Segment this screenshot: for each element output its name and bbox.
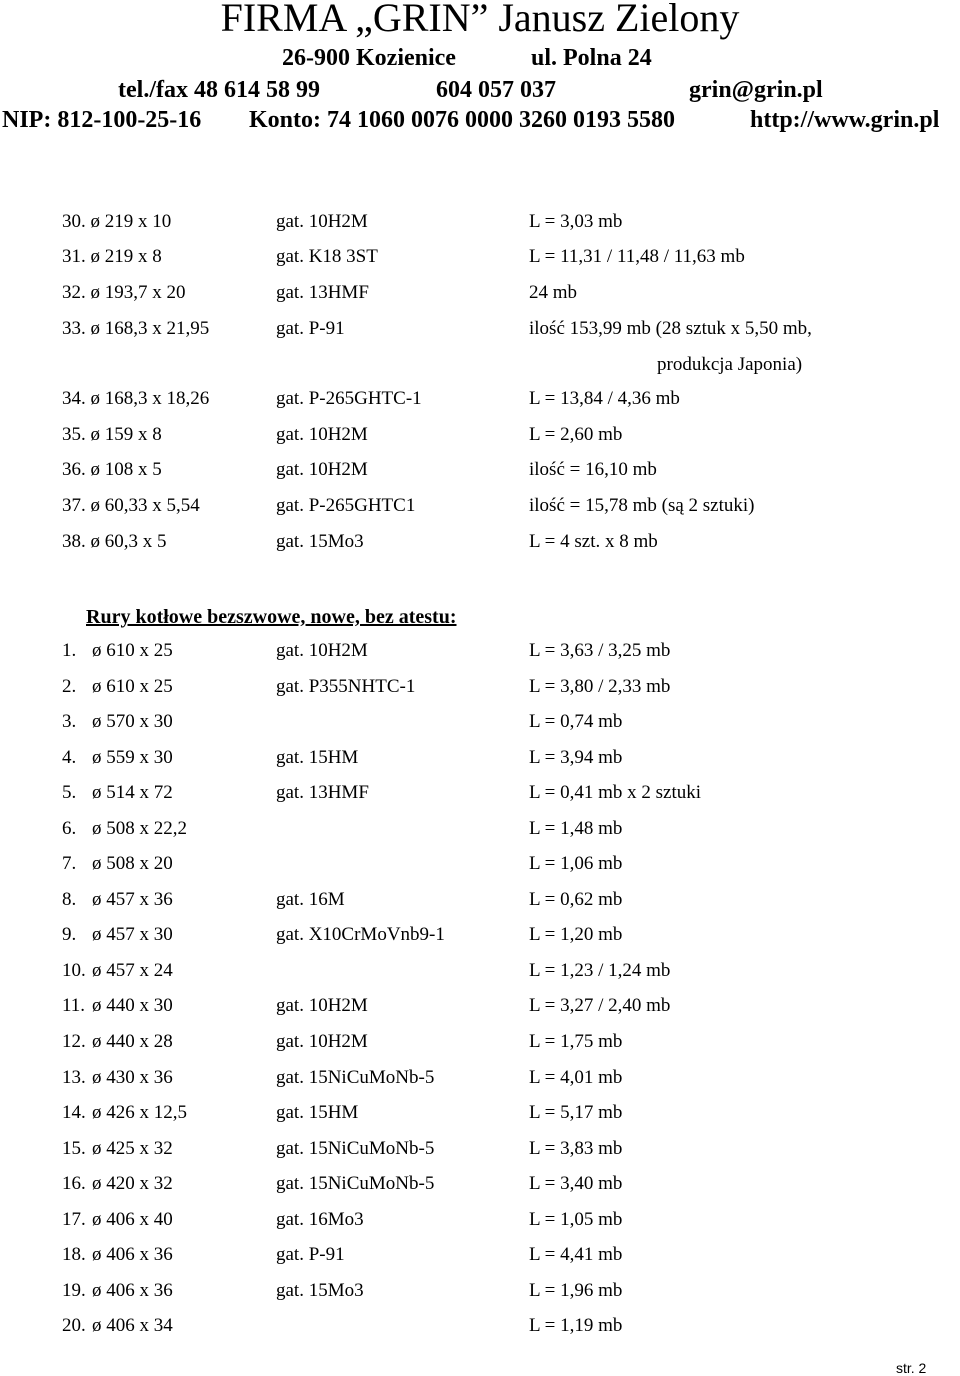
item-length-continuation: produkcja Japonia)	[657, 354, 803, 375]
item-dimension: 35. ø 159 x 8	[62, 424, 162, 445]
list-item	[0, 816, 960, 842]
list-item	[0, 887, 960, 913]
item-dimension: ø 508 x 20	[92, 853, 173, 874]
item-dimension: 31. ø 219 x 8	[62, 246, 162, 267]
item-length: L = 3,03 mb	[529, 211, 623, 232]
item-grade: gat. 16M	[276, 889, 345, 910]
item-grade: gat. 15NiCuMoNb-5	[276, 1138, 435, 1159]
item-dimension: ø 406 x 40	[92, 1209, 173, 1230]
list-item	[0, 1065, 960, 1091]
item-length: L = 1,06 mb	[529, 853, 623, 874]
item-number: 15.	[62, 1138, 86, 1159]
item-dimension: ø 406 x 36	[92, 1280, 173, 1301]
item-dimension: 32. ø 193,7 x 20	[62, 282, 186, 303]
section-title: Rury kotłowe bezszwowe, nowe, bez atestu:	[86, 606, 457, 628]
item-length: L = 3,83 mb	[529, 1138, 623, 1159]
list-item	[0, 316, 960, 342]
item-length: ilość = 15,78 mb (są 2 sztuki)	[529, 495, 755, 516]
item-dimension: ø 610 x 25	[92, 640, 173, 661]
item-dimension: ø 406 x 36	[92, 1244, 173, 1265]
list-item	[0, 674, 960, 700]
item-grade: gat. P-91	[276, 1244, 345, 1265]
item-length: ilość 153,99 mb (28 sztuk x 5,50 mb,	[529, 318, 812, 339]
item-grade: gat. 13HMF	[276, 782, 369, 803]
list-item	[0, 529, 960, 555]
list-item	[0, 386, 960, 412]
item-length: L = 3,94 mb	[529, 747, 623, 768]
item-number: 17.	[62, 1209, 86, 1230]
list-item	[0, 1171, 960, 1197]
item-grade: gat. 15NiCuMoNb-5	[276, 1067, 435, 1088]
list-item	[0, 1100, 960, 1126]
item-grade: gat. P-91	[276, 318, 345, 339]
item-length: L = 5,17 mb	[529, 1102, 623, 1123]
company-name: FIRMA „GRIN” Janusz Zielony	[220, 0, 740, 40]
item-length: L = 4 szt. x 8 mb	[529, 531, 658, 552]
item-length: L = 4,41 mb	[529, 1244, 623, 1265]
item-number: 19.	[62, 1280, 86, 1301]
item-grade: gat. 15NiCuMoNb-5	[276, 1173, 435, 1194]
list-item	[0, 638, 960, 664]
company-mobile: 604 057 037	[436, 77, 556, 103]
item-number: 9.	[62, 924, 77, 945]
list-item	[0, 745, 960, 771]
list-item	[0, 1278, 960, 1304]
item-dimension: ø 406 x 34	[92, 1315, 173, 1336]
item-number: 4.	[62, 747, 77, 768]
item-dimension: ø 457 x 24	[92, 960, 173, 981]
item-dimension: 30. ø 219 x 10	[62, 211, 172, 232]
item-length: 24 mb	[529, 282, 578, 303]
item-grade: gat. 15HM	[276, 1102, 359, 1123]
item-number: 7.	[62, 853, 77, 874]
item-dimension: 33. ø 168,3 x 21,95	[62, 318, 210, 339]
item-number: 14.	[62, 1102, 86, 1123]
list-item	[0, 993, 960, 1019]
company-website: http://www.grin.pl	[750, 107, 940, 133]
list-item	[0, 1207, 960, 1233]
item-length: L = 13,84 / 4,36 mb	[529, 388, 680, 409]
list-item	[0, 1242, 960, 1268]
item-number: 13.	[62, 1067, 86, 1088]
item-grade: gat. 13HMF	[276, 282, 369, 303]
list-item	[0, 209, 960, 235]
list-item	[0, 922, 960, 948]
item-dimension: ø 426 x 12,5	[92, 1102, 187, 1123]
item-grade: gat. K18 3ST	[276, 246, 378, 267]
company-city: 26-900 Kozienice	[282, 45, 456, 71]
item-dimension: 37. ø 60,33 x 5,54	[62, 495, 200, 516]
item-length: L = 1,23 / 1,24 mb	[529, 960, 671, 981]
item-number: 12.	[62, 1031, 86, 1052]
item-grade: gat. 16Mo3	[276, 1209, 364, 1230]
list-item	[0, 780, 960, 806]
item-grade: gat. 10H2M	[276, 211, 368, 232]
item-grade: gat. 15HM	[276, 747, 359, 768]
item-length: L = 11,31 / 11,48 / 11,63 mb	[529, 246, 745, 267]
item-length: L = 0,41 mb x 2 sztuki	[529, 782, 702, 803]
item-dimension: ø 508 x 22,2	[92, 818, 187, 839]
item-length: L = 2,60 mb	[529, 424, 623, 445]
item-grade: gat. P-265GHTC-1	[276, 388, 422, 409]
item-number: 1.	[62, 640, 77, 661]
item-dimension: 36. ø 108 x 5	[62, 459, 162, 480]
item-grade: gat. 10H2M	[276, 1031, 368, 1052]
item-number: 5.	[62, 782, 77, 803]
item-dimension: ø 514 x 72	[92, 782, 173, 803]
item-grade: gat. 15Mo3	[276, 531, 364, 552]
list-item	[0, 1313, 960, 1339]
item-length: L = 3,80 / 2,33 mb	[529, 676, 671, 697]
item-number: 2.	[62, 676, 77, 697]
list-item	[0, 422, 960, 448]
item-grade: gat. X10CrMoVnb9-1	[276, 924, 445, 945]
item-grade: gat. 10H2M	[276, 424, 368, 445]
item-dimension: ø 440 x 28	[92, 1031, 173, 1052]
item-dimension: ø 440 x 30	[92, 995, 173, 1016]
list-item	[0, 851, 960, 877]
item-dimension: ø 425 x 32	[92, 1138, 173, 1159]
item-length: L = 0,62 mb	[529, 889, 623, 910]
item-number: 18.	[62, 1244, 86, 1265]
item-length: L = 1,20 mb	[529, 924, 623, 945]
list-item	[0, 958, 960, 984]
item-length: L = 1,96 mb	[529, 1280, 623, 1301]
item-length: L = 1,75 mb	[529, 1031, 623, 1052]
item-grade: gat. P-265GHTC1	[276, 495, 416, 516]
list-item	[0, 280, 960, 306]
list-item	[0, 244, 960, 270]
item-length: L = 3,27 / 2,40 mb	[529, 995, 671, 1016]
item-length: L = 0,74 mb	[529, 711, 623, 732]
page-number: str. 2	[896, 1360, 927, 1376]
company-email: grin@grin.pl	[689, 77, 823, 103]
item-grade: gat. 10H2M	[276, 459, 368, 480]
list-item	[0, 1029, 960, 1055]
item-number: 11.	[62, 995, 86, 1016]
item-length: L = 1,48 mb	[529, 818, 623, 839]
company-nip: NIP: 812-100-25-16	[2, 107, 202, 133]
item-dimension: ø 457 x 36	[92, 889, 173, 910]
list-item	[0, 493, 960, 519]
item-dimension: ø 430 x 36	[92, 1067, 173, 1088]
item-dimension: 34. ø 168,3 x 18,26	[62, 388, 210, 409]
item-grade: gat. 15Mo3	[276, 1280, 364, 1301]
item-dimension: 38. ø 60,3 x 5	[62, 531, 167, 552]
item-dimension: ø 559 x 30	[92, 747, 173, 768]
list-item	[0, 457, 960, 483]
item-grade: gat. P355NHTC-1	[276, 676, 416, 697]
item-dimension: ø 610 x 25	[92, 676, 173, 697]
item-number: 10.	[62, 960, 86, 981]
company-street: ul. Polna 24	[531, 45, 652, 71]
company-phone: tel./fax 48 614 58 99	[118, 77, 320, 103]
item-length: L = 3,40 mb	[529, 1173, 623, 1194]
item-length: L = 1,19 mb	[529, 1315, 623, 1336]
item-dimension: ø 420 x 32	[92, 1173, 173, 1194]
item-length: L = 4,01 mb	[529, 1067, 623, 1088]
item-number: 20.	[62, 1315, 86, 1336]
item-number: 6.	[62, 818, 77, 839]
item-grade: gat. 10H2M	[276, 640, 368, 661]
item-grade: gat. 10H2M	[276, 995, 368, 1016]
item-number: 3.	[62, 711, 77, 732]
item-length: L = 3,63 / 3,25 mb	[529, 640, 671, 661]
item-dimension: ø 457 x 30	[92, 924, 173, 945]
item-dimension: ø 570 x 30	[92, 711, 173, 732]
list-item	[0, 709, 960, 735]
item-length: L = 1,05 mb	[529, 1209, 623, 1230]
item-number: 8.	[62, 889, 77, 910]
list-item	[0, 1136, 960, 1162]
item-length: ilość = 16,10 mb	[529, 459, 657, 480]
company-account: Konto: 74 1060 0076 0000 3260 0193 5580	[249, 107, 675, 133]
item-number: 16.	[62, 1173, 86, 1194]
